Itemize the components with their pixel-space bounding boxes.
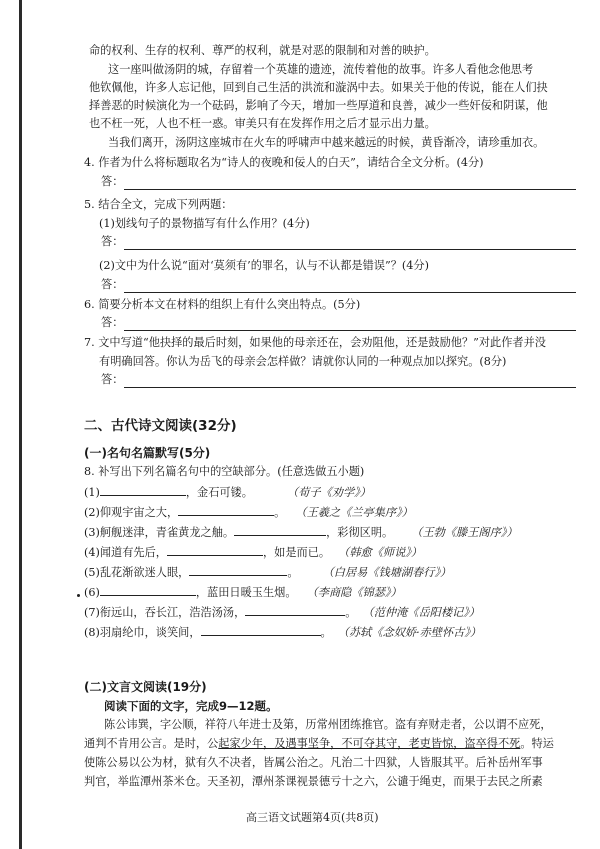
- reading-instruction: 阅读下面的文字，完成9—12题。: [104, 699, 278, 713]
- subsection-1-title: (一)名句名篇默写(5分): [84, 446, 211, 460]
- section-2-title: 二、古代诗文阅读(32分): [84, 418, 237, 434]
- fill-item-3: (3)舸舰迷津，青雀黄龙之舳。 ，彩彻区明。 （王勃《滕王阁序》）: [84, 526, 518, 539]
- question-4: 4. 作者为什么将标题取名为“诗人的夜晚和佞人的白天”，请结合全文分析。(4分): [84, 156, 484, 169]
- fill-blank[interactable]: [245, 605, 345, 616]
- subsection-2-title: (二)文言文阅读(19分): [84, 680, 207, 694]
- fill-item-1: (1) ，金石可镂。 （荀子《劝学》）: [84, 486, 371, 499]
- answer-line-q6[interactable]: [124, 330, 576, 331]
- binding-edge-line: [19, 0, 22, 849]
- fill-item-4: (4)闻道有先后， ，如是而已。 （韩愈《师说》）: [84, 546, 423, 559]
- answer-line-q5-2[interactable]: [124, 292, 576, 293]
- passage-paragraph-2-line: 他钦佩他，许多人忘记他，回到自己生活的洪流和漩涡中去。如果关于他的传说，能在人们抉: [89, 81, 548, 94]
- fill-blank[interactable]: [167, 545, 263, 556]
- passage-paragraph-2-line: 择善恶的时候演化为一个砝码，影响了今天，增加一些厚道和良善，减少一些奸佞和阴谋，他: [89, 99, 548, 112]
- fill-blank[interactable]: [100, 485, 186, 496]
- fill-blank[interactable]: [178, 505, 274, 516]
- question-7-line: 7. 文中写道“他抉择的最后时刻，如果他的母亲还在，会劝阻他，还是鼓励他？”对此作者并没: [84, 336, 546, 349]
- question-7-line: 有明确回答。你认为岳飞的母亲会怎样做？请就你认同的一种观点加以探究。(8分): [99, 355, 507, 368]
- page-footer: 高三语文试题第4页(共8页): [246, 811, 379, 824]
- fill-blank[interactable]: [100, 585, 196, 596]
- question-5-1: (1)划线句子的景物描写有什么作用？(4分): [99, 217, 310, 230]
- answer-label: 答：: [101, 235, 124, 248]
- passage-paragraph-1: 命的权利、生存的权利、尊严的权利，就是对恶的限制和对善的映护。: [89, 44, 436, 57]
- passage-paragraph-2-line: 这一座叫做汤阴的城，存留着一个英雄的遗迹，流传着他的故事。许多人看他念他思考: [108, 63, 534, 76]
- fill-blank[interactable]: [234, 525, 326, 536]
- answer-line-q4[interactable]: [124, 189, 576, 190]
- answer-label: 答：: [101, 278, 124, 291]
- answer-line-q7[interactable]: [124, 387, 576, 388]
- fill-blank[interactable]: [201, 625, 321, 636]
- fill-item-7: (7)衔远山，吞长江，浩浩汤汤， 。 （范仲淹《岳阳楼记》）: [84, 606, 480, 619]
- question-8: 8. 补写出下列名篇名句中的空缺部分。(任意选做五小题): [84, 465, 365, 478]
- classical-text-line: 判官，举监潭州茶米仓。天圣初，潭州茶课视景德亏十之六，公谴于绳吏，而果于去民之所素: [84, 775, 543, 788]
- classical-text-line: 陈公讳巽，字公顺，祥符八年进士及第，历常州团练推官。盗有弃财走者，公以谓不应死，: [104, 718, 552, 731]
- question-5: 5. 结合全文，完成下列两题：: [84, 198, 233, 211]
- classical-text-line: 通判不肯用公言。是时，公起家少年，及遇事坚争，不可夺其守，老吏皆惊，盗卒得不死。特运: [84, 737, 554, 750]
- fill-item-5: (5)乱花渐欲迷人眼， 。 （白居易《钱塘湖春行》）: [84, 566, 452, 579]
- question-5-2: (2)文中为什么说“面对‘莫须有’的罪名，认与不认都是错误”？(4分): [99, 259, 429, 272]
- fill-item-2: (2)仰观宇宙之大， 。 （王羲之《兰亭集序》）: [84, 506, 413, 519]
- fill-blank[interactable]: [189, 565, 287, 576]
- answer-line-q5-1[interactable]: [124, 249, 576, 250]
- scan-speck: [77, 594, 80, 597]
- fill-item-8: (8)羽扇纶巾，谈笑间， 。 （苏轼《念奴娇·赤壁怀古》）: [84, 626, 482, 639]
- fill-item-6: (6) ，蓝田日暖玉生烟。 （李商隐《锦瑟》）: [84, 586, 402, 599]
- passage-paragraph-3: 当我们离开，汤阴这座城市在火车的呼啸声中越来越远的时候，黄昏渐冷，请珍重加衣。: [108, 136, 545, 149]
- question-6: 6. 简要分析本文在材料的组织上有什么突出特点。(5分): [84, 298, 361, 311]
- underlined-sentence: 起家少年，及遇事坚争，不可夺其守，老吏皆惊，盗卒得不死: [218, 737, 521, 750]
- answer-label: 答：: [101, 373, 124, 386]
- answer-label: 答：: [101, 175, 124, 188]
- passage-paragraph-2-line: 也不枉一死，人也不枉一惑。审美只有在发挥作用之后才显示出力量。: [89, 117, 436, 130]
- classical-text-line: 使陈公易以公为材，狱有久不决者，皆属公治之。凡治二十四狱，人皆服其平。后补岳州军事: [84, 756, 543, 769]
- answer-label: 答：: [101, 316, 124, 329]
